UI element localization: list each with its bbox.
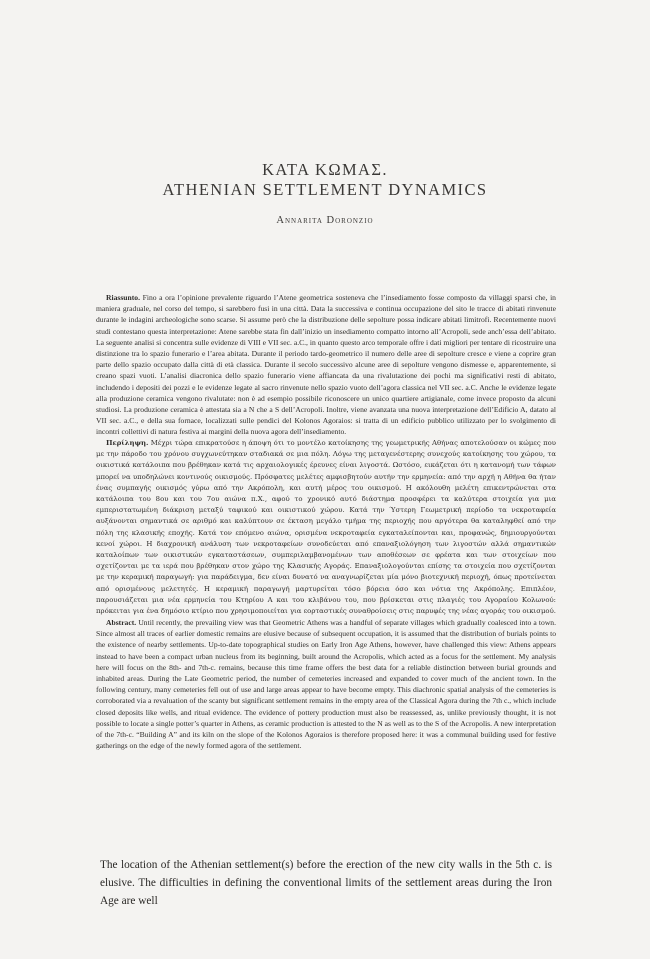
title-greek: ΚΑΤΑ ΚΩΜΑΣ. xyxy=(262,160,388,179)
body-paragraph-text: The location of the Athenian settlement(s) before the erection of the new city walls in the 5th c. is elusive. The difficulties in defining the conventional limits of the settlement areas during the Iron Age are well xyxy=(100,859,552,907)
abstract-italian-text: Fino a ora l’opinione prevalente riguardo l’Atene geometrica sosteneva che l’insediamento fosse composto da villaggi sparsi che, in maniera graduale, nel corso del tempo, si sarebbero fusi in una città. Data la successiva e continua occupazione del sito le tracce di abitati rinvenute durante le indagini archeologiche sono scarse. Si assume però che la distribuzione delle sepolture possa indicare abitati limitrofi. Recentemente nuovi studi contestano questa interpretazione: Atene sarebbe stata fin dall’inizio un insediamento compatto intorno all’Acropoli, sede anch’essa dell’abitato. La seguente analisi si concentra sulle evidenze di VIII e VII sec. a.C., in quanto questo arco temporale offre i dati migliori per tentare di ricostruire una distinzione tra lo spazio funerario e l’area abitata. Durante il periodo tardo-geometrico il numero delle aree di sepolture cresce e viene a coprire gran parte dello spazio occupato dalla città di età classica. Durante il secolo successivo alcune aree di sepolture vengono dismesse e, apparentemente, si creano spazi vuoti. L’analisi diacronica dello spazio funerario viene affiancata da una rivalutazione dei pochi ma significativi resti di abitato, includendo i depositi dei pozzi e le evidenze legate al sacro rinvenute nello spazio vuoto dell’agora classica nel VII sec. a.C. Anche le evidenze legate alla produzione ceramica vengono rivalutate: non è ad esempio possibile riconoscere un unico quartiere artigianale, come invece proposto da alcuni studiosi. La produzione ceramica è attestata sia a N che a S dell’Acropoli. Inoltre, viene avanzata una nuova interpretazione dell’Edificio A, datato al VII sec. a.C., e della sua fornace, localizzati sulle pendici del Kolonos Agoraios: si tratta di un edificio pubblico utilizzato per lo svolgimento di incontri collettivi di natura festiva ai margini della nuova agora dell’insediamento. xyxy=(96,293,556,437)
abstract-italian xyxy=(96,292,556,437)
abstract-english xyxy=(96,617,556,827)
abstract-greek-lead: Περίληψη. xyxy=(106,439,149,447)
abstract-italian-lead: Riassunto. xyxy=(106,293,140,302)
abstract-english-text: Until recently, the prevailing view was that Geometric Athens was a handful of separate villages which gradually coalesced into a town. Since almost all traces of earlier domestic remains are elusive because of subsequent occupation, it is assumed that the distribution of burials points to the existence of nearby settlements. Up-to-date topographical studies on Early Iron Age Athens, however, have challenged this view: Athens appears instead to have been a compact urban nucleus from its beginning, built around the Acropolis, which acted as a focus for the settlement. My analysis here will focus on the 8th- and 7th-c. remains, because this time frame offers the best data for a reliable distinction between burial grounds and inhabited areas. During the Late Geometric period, the number of cemeteries increased and expanded to cover much of the ancient town. In the following century, many cemeteries fell out of use and large areas appear to have become empty. This diachronic spatial analysis of the cemeteries is corroborated via a revaluation of the scanty but significant settlement remains in the empty area of the Classical Agora during the 7th c., which include closed deposits like wells, and ritual evidence. The evidence of pottery production must also be reassessed, as, unlike previously thought, it is not possible to locate a single potter’s quarter in Athens, as ceramic production is attested to the N as well as to the S of the Acropolis. A new interpretation of the 7th-c. “Building A” and its kiln on the slope of the Kolonos Agoraios is therefore proposed here: it was a communal building used for festive gatherings on the edge of the newly formed agora of the settlement. xyxy=(96,618,557,751)
author-name: Annarita Doronzio xyxy=(276,215,374,226)
body-paragraph xyxy=(100,856,552,907)
abstract-greek-text: Μέχρι τώρα επικρατούσε η άποψη ότι το μοντέλο κατοίκησης της γεωμετρικής Αθήνας αποτελούσαν οι κώμες που με την πάροδο του χρόνου συγχωνεύτηκαν σταδιακά σε μια πόλη. Λόγω της μεταγενέστερης συνεχούς κατοίκησης του χώρου, τα οικιστικά κατάλοιπα που βρέθηκαν κατά τις αρχαιολογικές έρευνες είναι λιγοστά. Ωστόσο, εικάζεται ότι η κατανομή των τάφων μπορεί να υποδηλώνει κοντινούς οικισμούς. Πρόσφατες μελέτες αμφισβητούν αυτήν την ερμηνεία: από την αρχή η Αθήνα θα ήταν ένας συμπαγής οικισμός γύρω από την Ακρόπολη, και αυτή μέρος του οικισμού. Η ακόλουθη μελέτη επικεντρώνεται στα κατάλοιπα του 8ου και του 7ου αιώνα π.Χ., αφού το χρονικό αυτό διάστημα προσφέρει τα καλύτερα στοιχεία για μια εμπεριστατωμένη διάκριση μεταξύ ταφικού και οικιστικού χώρου. Κατά την Ύστερη Γεωμετρική περίοδο τα νεκροταφεία αυξάνονται σημαντικά σε αριθμό και καλύπτουν σε έκταση μεγάλο τμήμα της περιοχής που αργότερα θα καταληφθεί από την πόλη της κλασικής εποχής. Κατά τον επόμενο αιώνα, ορισμένα νεκροταφεία εγκαταλείπονται και, προφανώς, δημιουργούνται κενοί χώροι. Η διαχρονική ανάλυση των νεκροταφείων συνοδεύεται από επαναξιολόγηση των λιγοστών αλλά σημαντικών καταλοίπων των οικιστικών εγκαταστάσεων, συμπεριλαμβανομένων των αποθέσεων σε φρέατα και των στοιχείων που σχετίζονται με τα ιερά που βρέθηκαν στον χώρο της Κλασικής Αγοράς. Επαναξιολογούνται επίσης τα στοιχεία που σχετίζονται με την κεραμική παραγωγή: για παράδειγμα, δεν είναι δυνατό να αναγνωρίζεται μία μόνο βιοτεχνική περιοχή, όπως προτείνεται από ορισμένους μελετητές. Η κεραμική παραγωγή μαρτυρείται τόσο βόρεια όσο και νότια της Ακρόπολης. Επιπλέον, παρουσιάζεται μια νέα ερμηνεία του Κτηρίου Α και του κλιβάνου του, που βρίσκεται στις πλαγιές του Αγοραίου Κολωνού: πρόκειται για ένα δημόσιο κτίριο που χρησιμοποιείται για εορταστικές συναθροίσεις στις παρυφές της νέας αγοράς του οικισμού. xyxy=(96,439,556,616)
abstract-english-lead: Abstract. xyxy=(106,618,137,627)
title-english: ATHENIAN SETTLEMENT DYNAMICS xyxy=(162,180,488,199)
abstract-greek xyxy=(96,438,556,616)
